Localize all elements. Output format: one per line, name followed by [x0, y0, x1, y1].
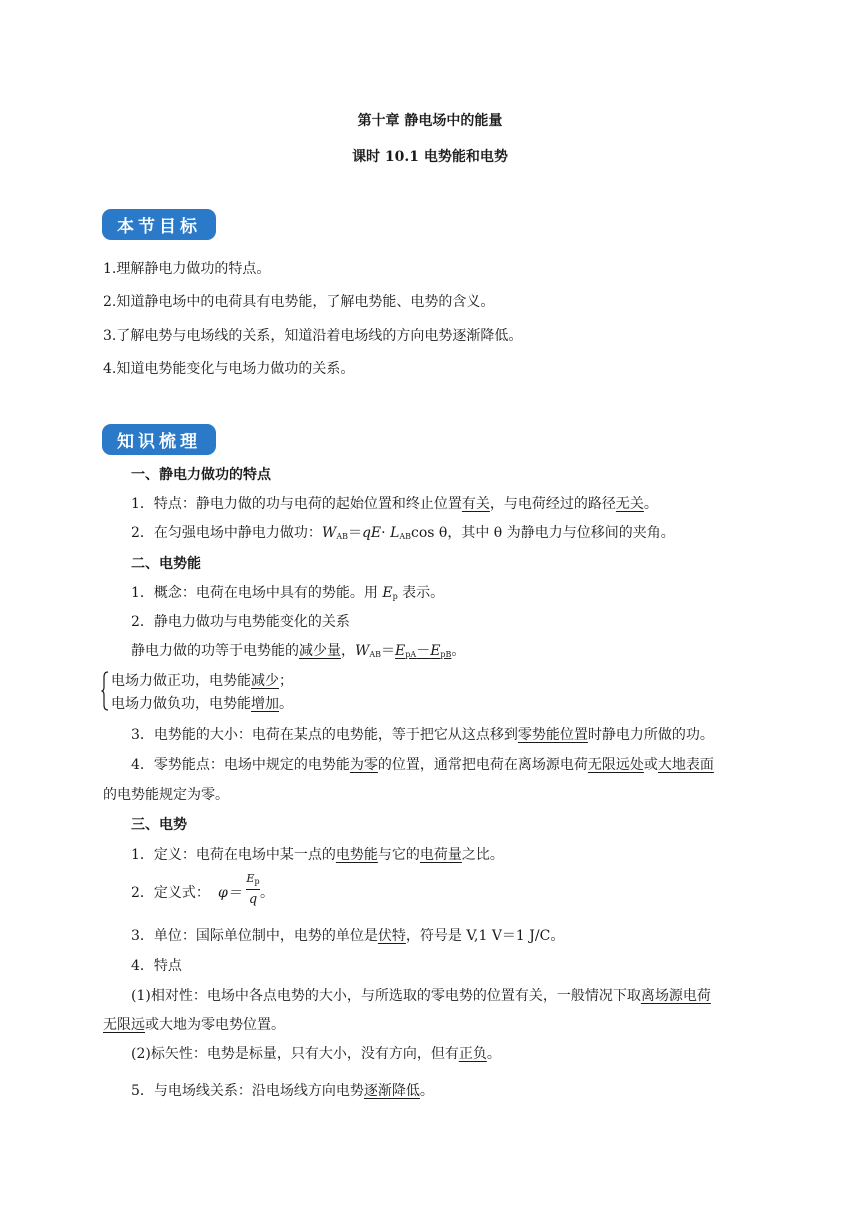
paragraph-characteristics: 4．特点 — [131, 958, 182, 974]
text: 的位置，通常把电荷在离场源电荷 — [377, 757, 588, 773]
text: 5．与电场线关系：沿电场线方向电势 — [131, 1083, 364, 1099]
goal-item: 3.了解电势与电场线的关系，知道沿着电场线的方向电势逐渐降低。 — [103, 328, 523, 344]
formula-symbol: qE — [361, 525, 382, 541]
text: 电场力做负功，电势能 — [111, 696, 251, 712]
text: 或 — [643, 757, 658, 773]
text: 。 — [451, 643, 466, 659]
text: (2)标矢性：电势是标量，只有大小，没有方向，但有 — [131, 1046, 459, 1062]
lesson-title: 课时 10.1 电势能和电势 — [352, 149, 508, 165]
answer-blank: 大地表面 — [657, 757, 714, 773]
case-negative-work — [111, 693, 293, 713]
answer-blank: 为零 — [349, 757, 378, 773]
paragraph-work-characteristic — [131, 493, 658, 513]
paragraph-relativity — [131, 985, 711, 1005]
section-goals-banner: 本节目标 — [102, 209, 216, 240]
text: 之比。 — [461, 847, 504, 863]
answer-blank: 无关 — [615, 496, 644, 512]
paragraph-field-line-relation — [131, 1080, 434, 1100]
left-brace-icon — [101, 671, 109, 711]
text: ； — [279, 673, 293, 689]
answer-blank: 逐渐降低 — [363, 1083, 420, 1099]
text: 。 — [279, 696, 293, 712]
paragraph-magnitude — [131, 724, 714, 744]
answer-blank: 离场源电荷 — [640, 988, 711, 1004]
text: 时静电力所做的功。 — [587, 727, 714, 743]
formula-subscript: p — [392, 592, 398, 601]
answer-blank: 减少量 — [299, 643, 341, 659]
paragraph-scalar — [131, 1043, 501, 1063]
formula-symbol: L — [390, 525, 400, 541]
answer-blank: 正负 — [458, 1046, 487, 1062]
text: ，与电荷经过的路径 — [489, 496, 616, 512]
formula-symbol: ＝ — [381, 643, 396, 659]
knowledge-banner: 知识梳理 — [102, 424, 216, 455]
paragraph-concept — [131, 582, 444, 602]
answer-blank: 无限远处 — [587, 757, 644, 773]
formula-symbol: φ＝ — [218, 885, 242, 901]
paragraph-relation-title: 2．静电力做功与电势能变化的关系 — [131, 614, 350, 630]
formula-symbol: E — [382, 585, 393, 601]
text: 表示。 — [397, 585, 445, 601]
formula-symbol: W — [355, 643, 370, 659]
answer-blank: 电荷量 — [419, 847, 462, 863]
chapter-title: 第十章 静电场中的能量 — [357, 113, 503, 129]
paragraph-definition-formula-label: 2．定义式： — [131, 885, 210, 901]
text: 或大地为零电势位置。 — [145, 1017, 285, 1033]
heading-potential: 三、电势 — [131, 817, 187, 833]
case-positive-work — [111, 670, 293, 690]
formula-subscript: pA — [405, 650, 417, 659]
answer-blank: 伏特 — [377, 928, 406, 944]
text: (1)相对性：电场中各点电势的大小，与所选取的零电势的位置有关，一般情况下取 — [131, 988, 641, 1004]
text: 。 — [643, 496, 658, 512]
formula-symbol: E — [430, 643, 441, 659]
formula-symbol: ＝ — [347, 525, 362, 541]
formula-subscript: pB — [440, 650, 452, 659]
paragraph-relation — [131, 640, 465, 660]
formula-subscript: AB — [399, 532, 412, 541]
formula-subscript: p — [254, 877, 260, 886]
answer-blank: 减少 — [251, 673, 279, 689]
goal-item: 1.理解静电力做功的特点。 — [103, 261, 271, 277]
text: 2．在匀强电场中静电力做功： — [131, 525, 322, 541]
answer-blank: 有关 — [461, 496, 490, 512]
heading-potential-energy: 二、电势能 — [131, 556, 201, 572]
formula-symbol: － — [416, 643, 431, 659]
goal-item: 2.知道静电场中的电荷具有电势能，了解电势能、电势的含义。 — [103, 294, 495, 310]
text: 静电力做的功等于电势能的 — [131, 643, 299, 659]
text: ， — [341, 643, 355, 659]
fraction-bar — [246, 889, 260, 890]
paragraph-zero-point — [131, 754, 714, 774]
text: 4．零势能点：电场中规定的电势能 — [131, 757, 350, 773]
paragraph-relativity-cont — [103, 1014, 285, 1034]
paragraph-uniform-field-work — [131, 522, 675, 542]
heading-work-characteristics: 一、静电力做功的特点 — [131, 467, 271, 483]
answer-blank: 零势能位置 — [517, 727, 588, 743]
answer-blank: 增加 — [251, 696, 279, 712]
paragraph-unit — [131, 925, 564, 945]
text: 1．特点：静电力做的功与电荷的起始位置和终止位置 — [131, 496, 462, 512]
answer-blank: 无限远 — [103, 1017, 145, 1033]
formula-symbol: E — [246, 872, 255, 885]
answer-blank: 电势能 — [335, 847, 378, 863]
goal-item: 4.知道电势能变化与电场力做功的关系。 — [103, 361, 355, 377]
text: 电场力做正功，电势能 — [111, 673, 251, 689]
formula-subscript: AB — [336, 532, 348, 541]
formula-subscript: AB — [369, 650, 382, 659]
text: 1．定义：电荷在电场中某一点的 — [131, 847, 336, 863]
formula-phi — [218, 882, 242, 902]
text: 与它的 — [377, 847, 420, 863]
formula-symbol: cos θ — [411, 525, 448, 541]
text: 。 — [419, 1083, 434, 1099]
text: 3．单位：国际单位制中，电势的单位是 — [131, 928, 378, 944]
fraction-numerator — [246, 872, 260, 889]
formula-end: 。 — [260, 885, 274, 901]
text: 。 — [486, 1046, 501, 1062]
text: ，其中 θ 为静电力与位移间的夹角。 — [447, 525, 675, 541]
text: ，符号是 V,1 V＝1 J/C。 — [405, 928, 565, 944]
fraction-denominator: q — [248, 892, 258, 907]
text: 3．电势能的大小：电荷在某点的电势能，等于把它从这点移到 — [131, 727, 518, 743]
paragraph-definition — [131, 844, 504, 864]
text: 1．概念：电荷在电场中具有的势能。用 — [131, 585, 383, 601]
formula-symbol: W — [321, 525, 337, 541]
paragraph-zero-point-cont: 的电势能规定为零。 — [103, 787, 229, 803]
formula-symbol: · — [381, 525, 386, 541]
formula-symbol: E — [395, 643, 406, 659]
